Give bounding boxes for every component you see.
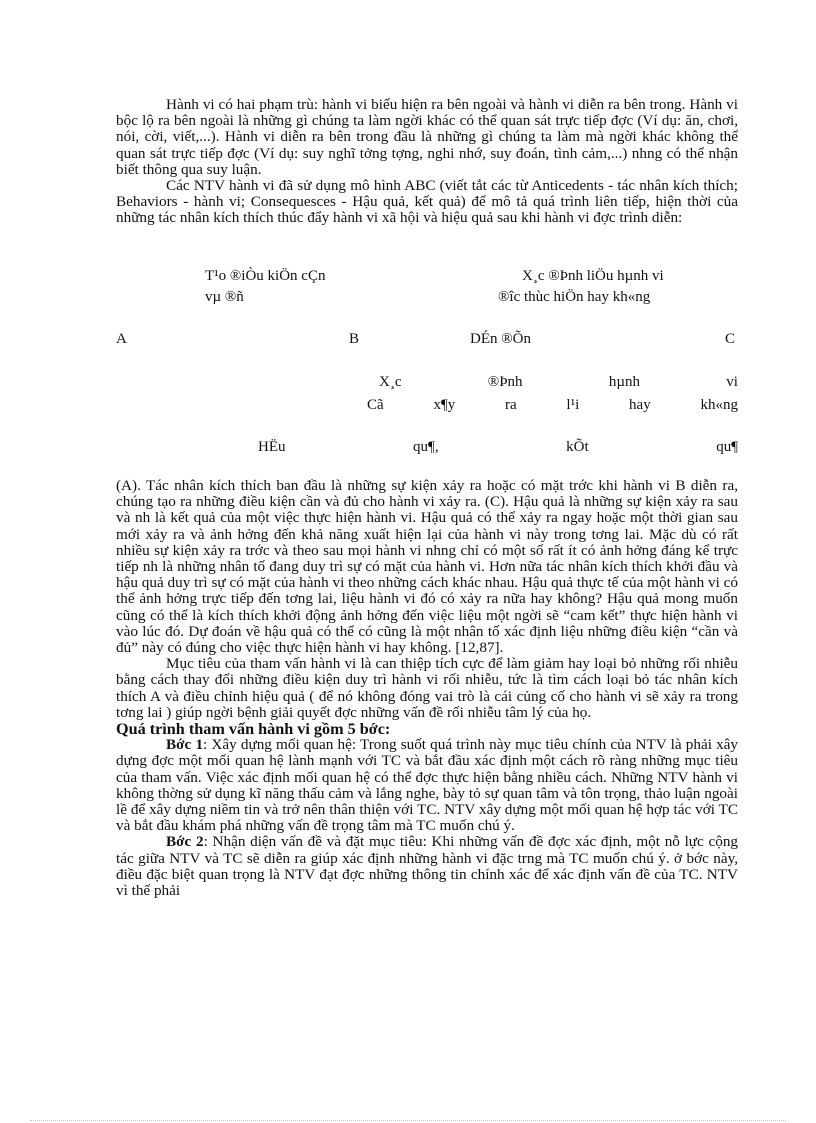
diagram-row5-word: kh«ng <box>700 397 738 413</box>
diagram-label-a: A <box>116 331 127 347</box>
page-bottom-divider <box>30 1120 786 1121</box>
step-2-paragraph <box>116 834 738 899</box>
diagram-row5-word: hay <box>629 397 651 413</box>
intro-text-block <box>116 97 738 227</box>
diagram-row4-word: vi <box>726 374 738 390</box>
diagram-row5 <box>367 397 738 414</box>
diagram-row6 <box>258 439 738 456</box>
body-text-block <box>116 478 738 899</box>
section-heading: Quá trình tham vấn hành vi gồm 5 bớc: <box>116 720 391 739</box>
step-1-text: : Xây dựng mối quan hệ: Trong suốt quá trình này mục tiêu chính của NTV là phải xây dựng đợc một mối quan hệ lành mạnh với TC và bắt đầu xác định một cách rõ ràng những mục tiêu của tham vấn. Việc xác định mối quan hệ có thể đợc thực hiện bằng nhiều cách. Những NTV hành vi không thờng sử dụng kĩ năng thấu cảm và lắng nghe, bày tỏ sự quan tâm và tôn trọng, thảo luận ngoài lề để xây dựng niềm tin và trở nên thân thiện với TC. NTV xây dựng một mối quan hệ hợp tác với TC và bắt đầu khám phá những vấn đề trọng tâm mà TC muốn chú ý. <box>116 736 739 835</box>
step-1-paragraph <box>116 737 738 834</box>
diagram-row6-word: qu¶ <box>716 439 738 455</box>
step-2-label: Bớc 2 <box>166 833 204 851</box>
intro-paragraph-1: Hành vi có hai phạm trù: hành vi biểu hiện ra bên ngoài và hành vi diễn ra bên trong. Hành vi bộc lộ ra bên ngoài là những gì chúng ta làm ngời khác có thể quan sát trực tiếp đợc (Ví dụ: ăn, chơi, nói, cời, viết,...). Hành vi diễn ra bên trong đầu là những gì chúng ta làm mà ngời khác không thể quan sát trực tiếp đợc (Ví dụ: suy nghĩ tởng tợng, nghi nhớ, suy đoán, tình cảm,...) nhng có thể nhận biết thông qua suy luận. <box>116 96 738 178</box>
diagram-row4 <box>379 374 738 391</box>
diagram-row1-right: X¸c ®Þnh liÖu hµnh vi <box>522 268 664 284</box>
diagram-row6-word: HËu <box>258 439 286 455</box>
diagram-label-b: B <box>349 331 360 347</box>
diagram-label-c: C <box>725 331 736 347</box>
diagram-row4-word: hµnh <box>608 374 640 390</box>
diagram-row6-word: qu¶, <box>413 439 439 455</box>
diagram-row4-word: X¸c <box>379 374 402 390</box>
diagram-row2-left: vµ ®ñ <box>205 289 244 305</box>
diagram-arrow-label: DÉn ®Õn <box>470 331 531 347</box>
step-1-label: Bớc 1 <box>166 736 204 754</box>
body-paragraph-goal: Mục tiêu của tham vấn hành vi là can thiệp tích cực để làm giảm hay loại bỏ những rối nhiễu bằng cách thay đổi những điều kiện duy trì hành vi rối nhiễu, tức là tìm cách loại bỏ tác nhân kích thích A và điều chỉnh hiệu quả ( để nó không đóng vai trò là cái củng cố cho hành vi sẽ xảy ra trong tơng lai ) giúp ngời bệnh giải quyết đợc những vấn đề rối nhiễu tâm lý của họ. <box>116 655 738 721</box>
diagram-row4-word: ®Þnh <box>487 374 523 390</box>
diagram-row6-word: kÕt <box>566 439 589 455</box>
step-2-text: : Nhận diện vấn đề và đặt mục tiêu: Khi những vấn đề đợc xác định, một nỗ lực cộng tác giữa NTV và TC sẽ diễn ra giúp xác định những hành vi đặc trng mà TC muốn chú ý. ở bớc này, điều đặc biệt quan trọng là NTV đạt đợc những thông tin chính xác để xác định vấn đề của TC. NTV vì thế phải <box>116 833 739 900</box>
diagram-row5-word: Cã <box>367 397 384 413</box>
diagram-row2-right: ®îc thùc hiÖn hay kh«ng <box>498 289 651 305</box>
diagram-row5-word: ra <box>505 397 517 413</box>
diagram-row1-left: T¹o ®iÒu kiÖn cÇn <box>205 268 326 284</box>
diagram-row5-word: x¶y <box>433 397 456 413</box>
body-paragraph-consequences: (A). Tác nhân kích thích ban đầu là những sự kiện xảy ra hoặc có mặt trớc khi hành vi B diễn ra, chúng tạo ra những điều kiện cần và đủ cho hành vi xảy ra. (C). Hậu quả là những sự kiện xảy ra sau và nh là kết quả của một việc thực hiện hành vi. Hậu quả có thể xảy ra ngay hoặc một thời gian sau mới xảy ra và ảnh hởng đến khả năng xuất hiện lại của hành vi này trong tơng lai. Mặc dù có rất nhiều sự kiện xảy ra trớc và theo sau mọi hành vi nhng chỉ có một số rất ít có ảnh hởng đáng kể trực tiếp nh là những nhân tố đang duy trì sự có mặt của hành vi. Hơn nữa tác nhân kích thích khởi đầu và hậu quả duy trì sự có mặt của hành vi theo những cách khác nhau. Hậu quả thực tế của một hành vi có thể ảnh hởng trực tiếp đến tơng lai, liệu hành vi đó có xảy ra nữa hay không? Hậu quả mong muốn cũng có thể là kích thích khởi động ảnh hởng đến việc liệu một ngời sẽ “cam kết” thực hiện hành vi vào lúc đó. Dự đoán về hậu quả có thể có cũng là một nhân tố xác định liệu những điều kiện “cần và đủ” này có đúng cho việc thực hiện hành vi hay không. [12,87]. <box>116 477 738 657</box>
diagram-row5-word: l¹i <box>566 397 580 413</box>
intro-paragraph-2: Các NTV hành vi đã sử dụng mô hình ABC (viết tắt các từ Anticedents - tác nhân kích thích; Behaviors - hành vi; Consequesces - Hậu quả, kết quả) để mô tả quá trình liên tiếp, hiện thời của những tác nhân kích thích thúc đẩy hành vi xã hội và hiệu quả sau khi hành vi đợc trình diễn: <box>116 177 738 227</box>
